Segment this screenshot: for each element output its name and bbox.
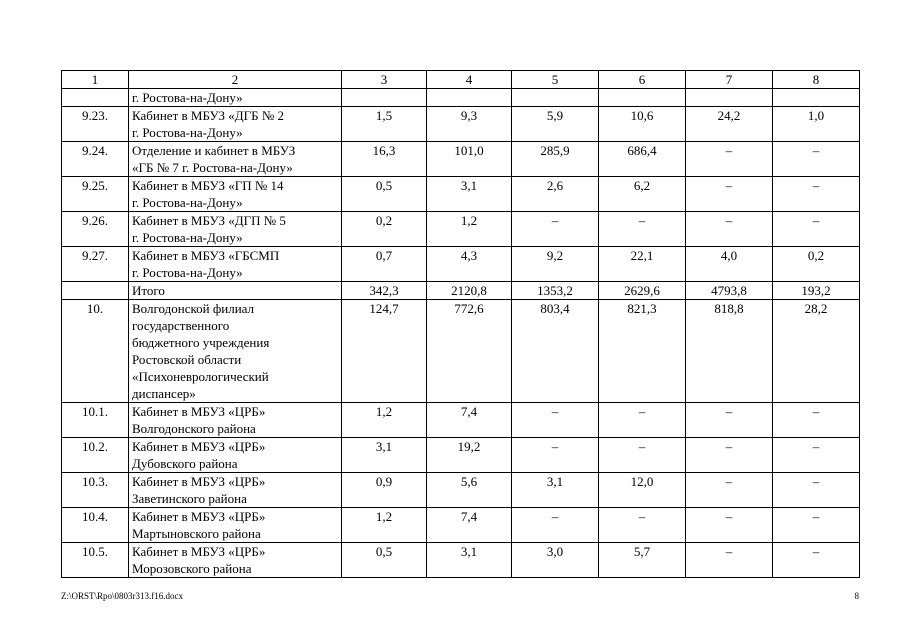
value-cell-col-6: 10,6 (599, 107, 686, 142)
row-number-cell (62, 89, 129, 107)
value-cell-col-8: – (773, 177, 860, 212)
table-row (62, 508, 860, 543)
value-cell-col-5: 3,1 (512, 473, 599, 508)
row-name-cell: Кабинет в МБУЗ «ЦРБ» Мартыновского района (129, 508, 342, 543)
value-cell-col-7: – (686, 438, 773, 473)
value-cell-col-7: – (686, 177, 773, 212)
value-cell-col-6: – (599, 403, 686, 438)
value-cell-col-3: 16,3 (342, 142, 427, 177)
value-cell-col-5: – (512, 212, 599, 247)
header-cell: 8 (773, 71, 860, 89)
value-cell-col-6: – (599, 212, 686, 247)
table-row (62, 107, 860, 142)
value-cell-col-7: – (686, 403, 773, 438)
value-cell-col-7: – (686, 543, 773, 578)
value-cell-col-7: 818,8 (686, 300, 773, 403)
value-cell-col-8: 193,2 (773, 282, 860, 300)
value-cell-col-8: – (773, 543, 860, 578)
value-cell-col-6: – (599, 508, 686, 543)
value-cell-col-8: – (773, 142, 860, 177)
value-cell-col-8: 1,0 (773, 107, 860, 142)
header-cell: 2 (129, 71, 342, 89)
value-cell-col-8: – (773, 508, 860, 543)
value-cell-col-8: – (773, 438, 860, 473)
table-row (62, 142, 860, 177)
row-number-cell: 9.23. (62, 107, 129, 142)
row-name-cell: Кабинет в МБУЗ «ЦРБ» Морозовского района (129, 543, 342, 578)
value-cell-col-4: 1,2 (427, 212, 512, 247)
value-cell-col-4 (427, 89, 512, 107)
value-cell-col-7: – (686, 508, 773, 543)
table-row (62, 212, 860, 247)
data-table (61, 70, 860, 578)
value-cell-col-4: 772,6 (427, 300, 512, 403)
value-cell-col-8 (773, 89, 860, 107)
value-cell-col-4: 19,2 (427, 438, 512, 473)
value-cell-col-3: 1,2 (342, 403, 427, 438)
footer-page-number: 8 (854, 591, 859, 601)
value-cell-col-6: 821,3 (599, 300, 686, 403)
value-cell-col-6 (599, 89, 686, 107)
value-cell-col-5: – (512, 508, 599, 543)
value-cell-col-8: 28,2 (773, 300, 860, 403)
row-number-cell (62, 282, 129, 300)
value-cell-col-4: 5,6 (427, 473, 512, 508)
row-number-cell: 10.5. (62, 543, 129, 578)
table-row (62, 282, 860, 300)
value-cell-col-3: 0,7 (342, 247, 427, 282)
value-cell-col-3: 0,2 (342, 212, 427, 247)
value-cell-col-5: 1353,2 (512, 282, 599, 300)
value-cell-col-3: 0,5 (342, 543, 427, 578)
value-cell-col-8: – (773, 473, 860, 508)
table-header-row (62, 71, 860, 89)
row-name-cell: Кабинет в МБУЗ «ЦРБ» Волгодонского района (129, 403, 342, 438)
row-number-cell: 9.25. (62, 177, 129, 212)
row-name-cell: Кабинет в МБУЗ «ГП № 14 г. Ростова-на-Дону» (129, 177, 342, 212)
row-number-cell: 9.26. (62, 212, 129, 247)
value-cell-col-3: 3,1 (342, 438, 427, 473)
row-name-cell: Кабинет в МБУЗ «ЦРБ» Дубовского района (129, 438, 342, 473)
value-cell-col-5: 803,4 (512, 300, 599, 403)
row-number-cell: 9.27. (62, 247, 129, 282)
value-cell-col-3: 1,5 (342, 107, 427, 142)
value-cell-col-7: 4793,8 (686, 282, 773, 300)
row-name-cell: Отделение и кабинет в МБУЗ «ГБ № 7 г. Ростова-на-Дону» (129, 142, 342, 177)
value-cell-col-4: 2120,8 (427, 282, 512, 300)
value-cell-col-8: – (773, 403, 860, 438)
header-cell: 5 (512, 71, 599, 89)
header-cell: 7 (686, 71, 773, 89)
value-cell-col-5: 5,9 (512, 107, 599, 142)
value-cell-col-5: 3,0 (512, 543, 599, 578)
value-cell-col-5 (512, 89, 599, 107)
table-row (62, 403, 860, 438)
value-cell-col-6: 12,0 (599, 473, 686, 508)
value-cell-col-5: – (512, 403, 599, 438)
value-cell-col-7: 24,2 (686, 107, 773, 142)
value-cell-col-6: – (599, 438, 686, 473)
value-cell-col-3 (342, 89, 427, 107)
value-cell-col-4: 7,4 (427, 403, 512, 438)
value-cell-col-8: 0,2 (773, 247, 860, 282)
value-cell-col-6: 2629,6 (599, 282, 686, 300)
value-cell-col-7: – (686, 473, 773, 508)
header-cell: 6 (599, 71, 686, 89)
value-cell-col-4: 7,4 (427, 508, 512, 543)
header-cell: 4 (427, 71, 512, 89)
table-row (62, 543, 860, 578)
table-row (62, 438, 860, 473)
table-row (62, 89, 860, 107)
row-number-cell: 10.3. (62, 473, 129, 508)
table-row (62, 300, 860, 403)
value-cell-col-6: 6,2 (599, 177, 686, 212)
row-number-cell: 10.2. (62, 438, 129, 473)
row-name-cell: Кабинет в МБУЗ «ЦРБ» Заветинского района (129, 473, 342, 508)
value-cell-col-4: 3,1 (427, 177, 512, 212)
row-name-cell: Волгодонской филиал государственного бюджетного учреждения Ростовской области «Психоневрологический диспансер» (129, 300, 342, 403)
value-cell-col-4: 101,0 (427, 142, 512, 177)
value-cell-col-7: – (686, 142, 773, 177)
row-name-cell: Кабинет в МБУЗ «ДГП № 5 г. Ростова-на-Дону» (129, 212, 342, 247)
value-cell-col-6: 686,4 (599, 142, 686, 177)
value-cell-col-6: 22,1 (599, 247, 686, 282)
row-name-cell: Итого (129, 282, 342, 300)
header-cell: 3 (342, 71, 427, 89)
value-cell-col-4: 9,3 (427, 107, 512, 142)
footer-file-path: Z:\ORST\Rpo\0803r313.f16.docx (61, 591, 183, 601)
value-cell-col-7: 4,0 (686, 247, 773, 282)
value-cell-col-3: 0,9 (342, 473, 427, 508)
value-cell-col-8: – (773, 212, 860, 247)
row-number-cell: 10. (62, 300, 129, 403)
row-name-cell: Кабинет в МБУЗ «ГБСМП г. Ростова-на-Дону» (129, 247, 342, 282)
value-cell-col-7: – (686, 212, 773, 247)
row-number-cell: 10.4. (62, 508, 129, 543)
value-cell-col-4: 3,1 (427, 543, 512, 578)
value-cell-col-5: 2,6 (512, 177, 599, 212)
value-cell-col-5: 9,2 (512, 247, 599, 282)
value-cell-col-7 (686, 89, 773, 107)
header-cell: 1 (62, 71, 129, 89)
row-number-cell: 9.24. (62, 142, 129, 177)
row-name-cell: Кабинет в МБУЗ «ДГБ № 2 г. Ростова-на-Дону» (129, 107, 342, 142)
table-row (62, 177, 860, 212)
table-row (62, 247, 860, 282)
row-name-cell: г. Ростова-на-Дону» (129, 89, 342, 107)
row-number-cell: 10.1. (62, 403, 129, 438)
value-cell-col-4: 4,3 (427, 247, 512, 282)
value-cell-col-5: 285,9 (512, 142, 599, 177)
value-cell-col-6: 5,7 (599, 543, 686, 578)
value-cell-col-3: 342,3 (342, 282, 427, 300)
value-cell-col-5: – (512, 438, 599, 473)
value-cell-col-3: 0,5 (342, 177, 427, 212)
value-cell-col-3: 1,2 (342, 508, 427, 543)
table-row (62, 473, 860, 508)
value-cell-col-3: 124,7 (342, 300, 427, 403)
